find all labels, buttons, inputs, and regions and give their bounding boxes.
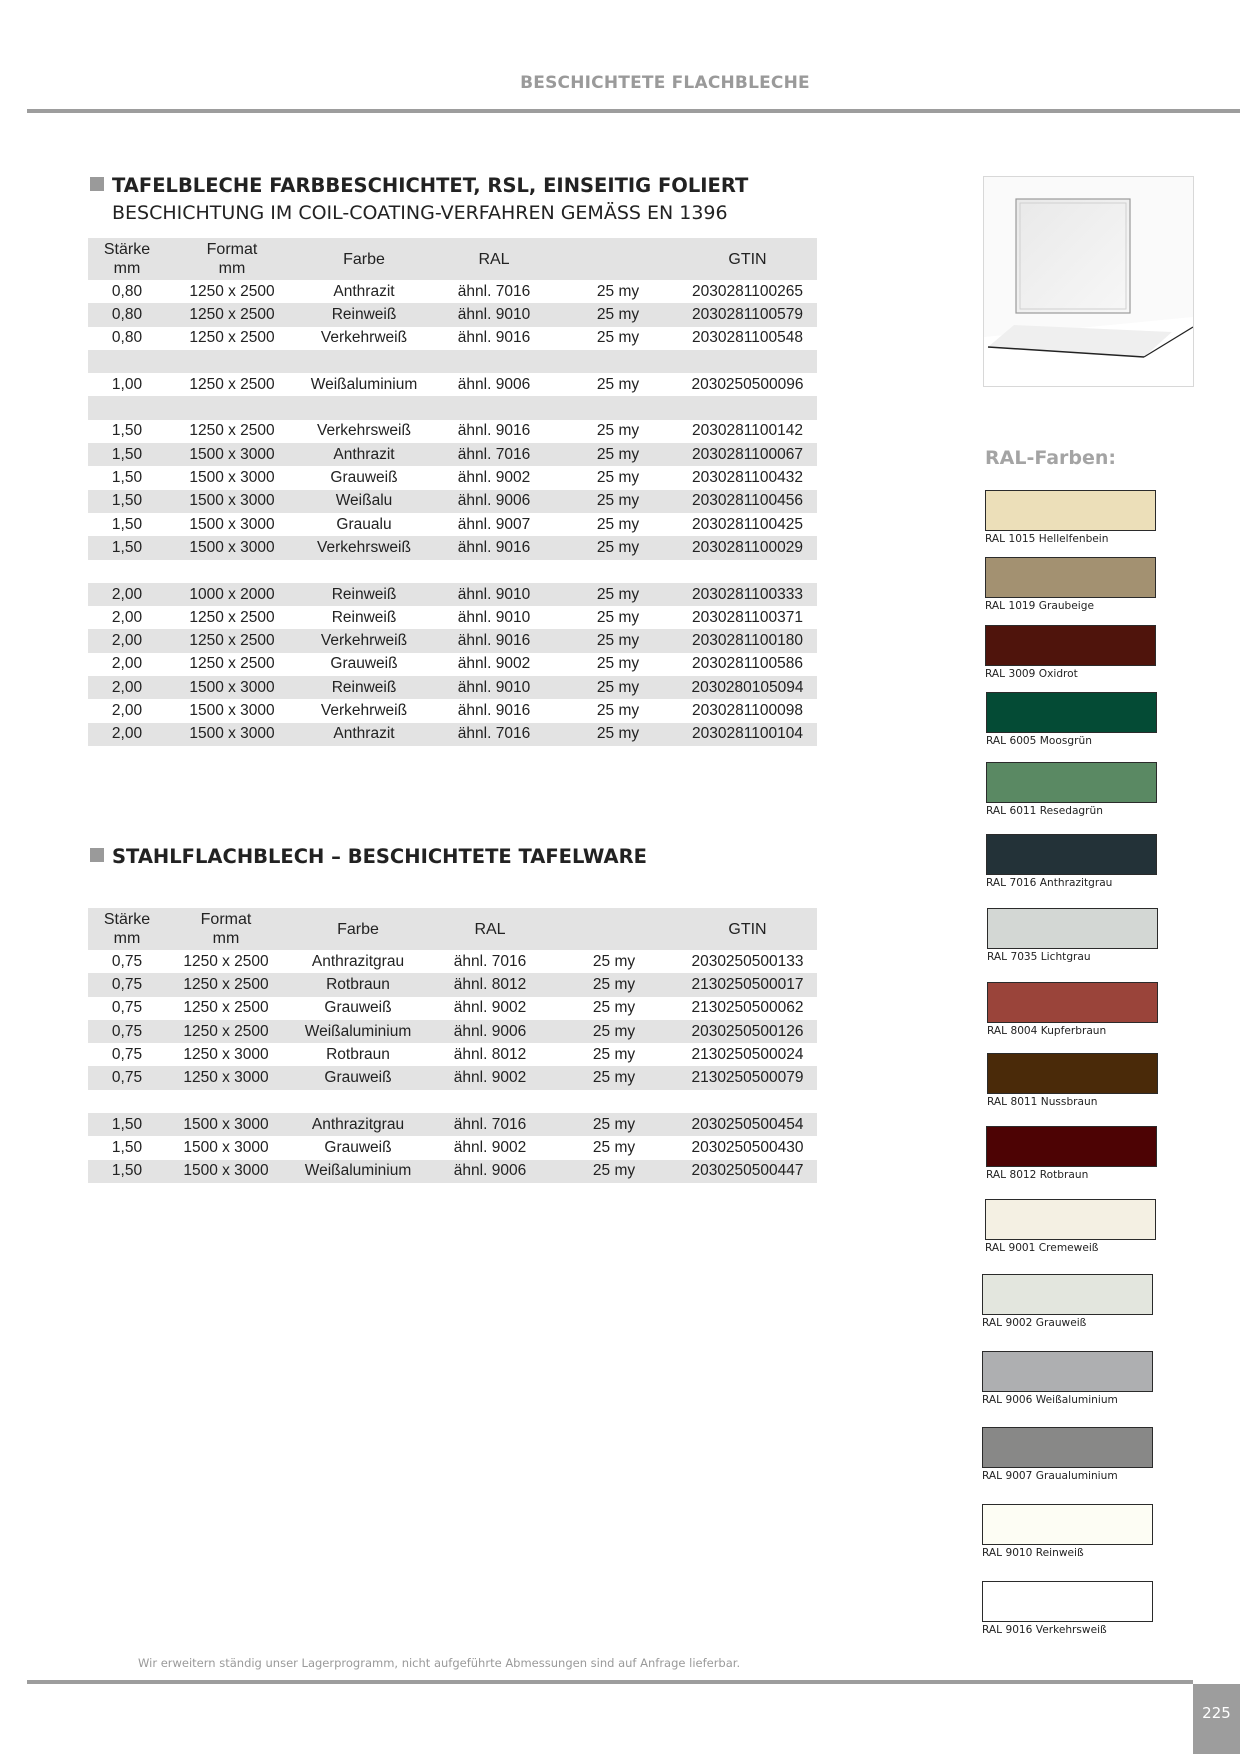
cell-farbe: Anthrazit: [298, 723, 430, 746]
cell-gtin: [678, 1090, 817, 1113]
table-row: [88, 466, 817, 489]
cell-format: 1500 x 3000: [166, 490, 298, 513]
table-row: [88, 327, 817, 350]
cell-staerke: 1,50: [111, 422, 143, 440]
cell-coating: 25 my: [558, 303, 678, 326]
col-header-coating: [550, 908, 678, 950]
table-row: [88, 303, 817, 326]
cell-coating: [558, 396, 678, 419]
cell-staerke: 0,75: [88, 1066, 166, 1089]
cell-farbe: Grauweiß: [324, 999, 392, 1017]
cell-ral: ähnl. 7016: [430, 1113, 550, 1136]
col-header-staerke: Stärke mm: [88, 908, 166, 950]
cell-gtin: 2030281100067: [678, 443, 817, 466]
product-table-1: [88, 238, 817, 746]
cell-staerke: 1,50: [111, 515, 143, 533]
ral-swatch-label: RAL 6011 Resedagrün: [986, 805, 1103, 817]
cell-farbe: Rotbraun: [326, 1045, 390, 1063]
cell-coating: 25 my: [558, 583, 678, 606]
cell-farbe: Weißalu: [298, 490, 430, 513]
cell-staerke: 2,00: [88, 629, 166, 652]
product-table-2: [88, 908, 817, 1183]
cell-staerke: 2,00: [88, 676, 166, 699]
cell-staerke: 0,80: [111, 282, 143, 300]
cell-gtin: 2030281100425: [692, 515, 803, 533]
cell-staerke: 1,50: [111, 1139, 143, 1157]
cell-format: 1250 x 2500: [189, 655, 275, 673]
cell-coating: 25 my: [596, 329, 640, 347]
cell-gtin: 2030281100029: [678, 536, 817, 559]
cell-staerke: 1,50: [111, 469, 143, 487]
cell-gtin: [678, 396, 817, 419]
cell-gtin: 2130250500017: [678, 973, 817, 996]
ral-swatch: [985, 625, 1156, 666]
cell-farbe: Graualu: [336, 515, 392, 533]
cell-coating: 25 my: [596, 655, 640, 673]
cell-farbe: Weißaluminium: [286, 1020, 430, 1043]
ral-swatch-label: RAL 9006 Weißaluminium: [982, 1394, 1118, 1406]
cell-staerke: 0,80: [88, 303, 166, 326]
table-row: [88, 280, 817, 303]
table-row: [88, 536, 817, 559]
table-row: [88, 676, 817, 699]
ral-swatch-label: RAL 8011 Nussbraun: [987, 1096, 1098, 1108]
ral-swatch: [982, 1351, 1153, 1392]
ral-swatch: [987, 1053, 1158, 1094]
section2-title-text: STAHLFLACHBLECH – BESCHICHTETE TAFELWARE: [112, 845, 647, 868]
page-header-title: BESCHICHTETE FLACHBLECHE: [520, 73, 810, 93]
cell-ral: [430, 396, 558, 419]
cell-format: 1250 x 2500: [183, 952, 269, 970]
cell-coating: 25 my: [550, 973, 678, 996]
table-row: [88, 443, 817, 466]
ral-swatch: [985, 557, 1156, 598]
cell-ral: ähnl. 9016: [430, 629, 558, 652]
cell-farbe: Weißaluminium: [286, 1160, 430, 1183]
ral-swatch-label: RAL 8004 Kupferbraun: [987, 1025, 1107, 1037]
table-row: [88, 723, 817, 746]
cell-gtin: [678, 560, 817, 583]
section1-title: [90, 174, 748, 197]
table-row: [88, 513, 817, 536]
cell-farbe: [298, 560, 430, 583]
table-header-row: [88, 908, 817, 950]
cell-gtin: 2030250500126: [678, 1020, 817, 1043]
cell-coating: [558, 560, 678, 583]
cell-coating: 25 my: [558, 536, 678, 559]
cell-staerke: 1,50: [88, 443, 166, 466]
cell-gtin: 2030281100579: [678, 303, 817, 326]
cell-format: 1250 x 2500: [189, 422, 275, 440]
ral-swatch-label: RAL 1019 Graubeige: [985, 600, 1094, 612]
cell-gtin: 2030250500430: [691, 1139, 804, 1157]
cell-ral: [430, 350, 558, 373]
cell-staerke: 0,75: [88, 1020, 166, 1043]
cell-coating: 25 my: [596, 422, 640, 440]
cell-gtin: 2030281100180: [678, 629, 817, 652]
cell-format: 1250 x 2500: [189, 282, 275, 300]
cell-ral: ähnl. 9006: [457, 375, 531, 393]
cell-staerke: 0,75: [88, 973, 166, 996]
cell-coating: 25 my: [596, 282, 640, 300]
cell-coating: 25 my: [558, 629, 678, 652]
section2-title: [90, 845, 647, 868]
cell-coating: 25 my: [558, 723, 678, 746]
cell-ral: ähnl. 9010: [457, 608, 531, 626]
cell-format: 1250 x 2500: [166, 1020, 286, 1043]
cell-coating: 25 my: [558, 443, 678, 466]
cell-gtin: 2030281100548: [692, 329, 803, 347]
cell-farbe: Grauweiß: [324, 1139, 392, 1157]
ral-swatch: [986, 762, 1157, 803]
cell-staerke: 1,00: [111, 375, 143, 393]
col-header-staerke: Stärke mm: [88, 238, 166, 280]
ral-swatch: [986, 834, 1157, 875]
cell-gtin: 2030281100098: [692, 701, 803, 719]
cell-farbe: Grauweiß: [330, 655, 398, 673]
ral-swatch-label: RAL 6005 Moosgrün: [986, 735, 1092, 747]
cell-format: [166, 396, 298, 419]
table-row: [88, 396, 817, 419]
cell-staerke: [88, 350, 166, 373]
cell-farbe: Verkehrweiß: [320, 701, 408, 719]
cell-farbe: Grauweiß: [330, 469, 398, 487]
cell-coating: 25 my: [550, 1113, 678, 1136]
cell-format: 1250 x 2500: [189, 375, 275, 393]
ral-swatch-label: RAL 7016 Anthrazitgrau: [986, 877, 1113, 889]
cell-farbe: Verkehrweiß: [298, 629, 430, 652]
cell-gtin: 2030280105094: [678, 676, 817, 699]
table-row: [88, 1160, 817, 1183]
cell-coating: 25 my: [558, 490, 678, 513]
coated-sheet-illustration: [984, 177, 1193, 386]
cell-farbe: Anthrazitgrau: [286, 1113, 430, 1136]
table-row: [88, 629, 817, 652]
cell-gtin: 2130250500079: [678, 1066, 817, 1089]
ral-swatch-label: RAL 9007 Graualuminium: [982, 1470, 1118, 1482]
cell-format: 1000 x 2000: [166, 583, 298, 606]
cell-format: 1500 x 3000: [183, 1139, 269, 1157]
col-header-gtin: GTIN: [678, 908, 817, 950]
ral-swatch: [982, 1427, 1153, 1468]
cell-gtin: 2030281100456: [678, 490, 817, 513]
ral-colors-title: RAL-Farben:: [985, 447, 1116, 469]
cell-staerke: 0,80: [111, 329, 143, 347]
cell-ral: ähnl. 9016: [457, 422, 531, 440]
table-body: [88, 950, 817, 1183]
cell-staerke: 1,50: [88, 1160, 166, 1183]
table-row: [88, 606, 817, 629]
section1-title-text: TAFELBLECHE FARBBESCHICHTET, RSL, EINSEITIG FOLIERT: [112, 174, 749, 197]
cell-staerke: 2,00: [111, 701, 143, 719]
product-photo: [983, 176, 1194, 387]
footer-note: Wir erweitern ständig unser Lagerprogramm, nicht aufgeführte Abmessungen sind auf Anfrage lieferbar.: [138, 1656, 741, 1670]
table-row: [88, 350, 817, 373]
table-row: [88, 560, 817, 583]
cell-ral: ähnl. 9010: [430, 583, 558, 606]
cell-staerke: 1,50: [88, 1113, 166, 1136]
ral-swatch: [986, 1126, 1157, 1167]
cell-ral: ähnl. 7016: [430, 723, 558, 746]
table-row: [88, 973, 817, 996]
cell-format: 1500 x 3000: [166, 723, 298, 746]
cell-staerke: 2,00: [111, 608, 143, 626]
table-row: [88, 373, 817, 396]
cell-farbe: Grauweiß: [286, 1066, 430, 1089]
cell-format: 1250 x 3000: [166, 1066, 286, 1089]
cell-format: 1500 x 3000: [166, 676, 298, 699]
cell-staerke: 2,00: [111, 655, 143, 673]
cell-farbe: [298, 350, 430, 373]
cell-format: 1500 x 3000: [166, 443, 298, 466]
table-body: [88, 280, 817, 746]
cell-format: 1500 x 3000: [166, 536, 298, 559]
ral-swatch-label: RAL 3009 Oxidrot: [985, 668, 1078, 680]
cell-ral: ähnl. 9007: [457, 515, 531, 533]
cell-coating: 25 my: [550, 1020, 678, 1043]
cell-farbe: Reinweiß: [298, 676, 430, 699]
cell-gtin: 2030281100142: [692, 422, 803, 440]
cell-format: 1250 x 2500: [166, 303, 298, 326]
cell-coating: [550, 1090, 678, 1113]
cell-gtin: 2030281100432: [692, 469, 803, 487]
cell-coating: 25 my: [592, 1139, 636, 1157]
table-row: [88, 997, 817, 1020]
cell-format: 1500 x 3000: [166, 1113, 286, 1136]
ral-swatch: [987, 982, 1158, 1023]
cell-format: 1500 x 3000: [166, 1160, 286, 1183]
cell-coating: 25 my: [592, 1045, 636, 1063]
cell-format: 1250 x 2500: [189, 329, 275, 347]
cell-format: 1250 x 2500: [189, 608, 275, 626]
ral-swatch-label: RAL 7035 Lichtgrau: [987, 951, 1091, 963]
col-header-ral: RAL: [430, 908, 550, 950]
cell-staerke: 0,75: [111, 999, 143, 1017]
cell-format: 1250 x 2500: [183, 999, 269, 1017]
ral-swatch-label: RAL 8012 Rotbraun: [986, 1169, 1089, 1181]
table-row: [88, 1043, 817, 1066]
cell-ral: ähnl. 9006: [430, 1020, 550, 1043]
cell-farbe: Anthrazit: [333, 282, 395, 300]
cell-format: 1500 x 3000: [189, 515, 275, 533]
cell-ral: ähnl. 7016: [430, 443, 558, 466]
cell-ral: [430, 560, 558, 583]
ral-swatch-label: RAL 9010 Reinweiß: [982, 1547, 1084, 1559]
cell-coating: 25 my: [558, 676, 678, 699]
cell-gtin: 2030250500133: [691, 952, 804, 970]
cell-farbe: [286, 1090, 430, 1113]
cell-coating: 25 my: [596, 608, 640, 626]
cell-format: [166, 1090, 286, 1113]
cell-ral: ähnl. 7016: [453, 952, 527, 970]
ral-swatch: [982, 1581, 1153, 1622]
cell-gtin: 2030281100586: [692, 655, 803, 673]
ral-swatch-label: RAL 9016 Verkehrsweiß: [982, 1624, 1107, 1636]
cell-staerke: 1,50: [88, 490, 166, 513]
cell-ral: ähnl. 9016: [430, 536, 558, 559]
ral-swatch: [986, 692, 1157, 733]
col-header-format: Format mm: [166, 908, 286, 950]
cell-staerke: 2,00: [88, 583, 166, 606]
cell-farbe: Weißaluminium: [310, 375, 418, 393]
table-row: [88, 583, 817, 606]
cell-ral: ähnl. 9016: [457, 329, 531, 347]
cell-ral: ähnl. 9006: [430, 1160, 550, 1183]
cell-staerke: 2,00: [88, 723, 166, 746]
table-row: [88, 950, 817, 973]
page-number: 225: [1202, 1704, 1231, 1722]
ral-swatch: [985, 490, 1156, 531]
cell-farbe: Anthrazit: [298, 443, 430, 466]
cell-format: [166, 350, 298, 373]
table-row: [88, 699, 817, 722]
cell-farbe: Verkehrsweiß: [298, 536, 430, 559]
cell-format: 1500 x 3000: [189, 701, 275, 719]
cell-ral: [430, 1090, 550, 1113]
cell-coating: 25 my: [592, 999, 636, 1017]
cell-gtin: 2030281100104: [678, 723, 817, 746]
cell-coating: 25 my: [596, 515, 640, 533]
col-header-farbe: Farbe: [286, 908, 430, 950]
cell-ral: ähnl. 9002: [453, 999, 527, 1017]
cell-format: 1250 x 2500: [166, 973, 286, 996]
col-header-gtin: GTIN: [678, 238, 817, 280]
cell-ral: ähnl. 8012: [453, 1045, 527, 1063]
ral-swatch: [982, 1274, 1153, 1315]
cell-staerke: 0,75: [111, 1045, 143, 1063]
ral-swatch-label: RAL 9002 Grauweiß: [982, 1317, 1087, 1329]
cell-farbe: Rotbraun: [286, 973, 430, 996]
cell-ral: ähnl. 9002: [457, 469, 531, 487]
cell-gtin: [678, 350, 817, 373]
cell-format: 1250 x 3000: [183, 1045, 269, 1063]
square-bullet-icon: [90, 177, 104, 191]
cell-farbe: Verkehrsweiß: [317, 422, 411, 440]
cell-coating: 25 my: [596, 469, 640, 487]
cell-farbe: Reinweiß: [331, 608, 397, 626]
table-row: [88, 490, 817, 513]
cell-farbe: Verkehrweiß: [320, 329, 408, 347]
cell-ral: ähnl. 9010: [430, 676, 558, 699]
cell-staerke: 1,50: [88, 536, 166, 559]
cell-gtin: 2030281100265: [692, 282, 803, 300]
cell-farbe: Anthrazitgrau: [311, 952, 405, 970]
cell-gtin: 2130250500024: [691, 1045, 804, 1063]
cell-coating: 25 my: [550, 1066, 678, 1089]
cell-farbe: Reinweiß: [298, 583, 430, 606]
cell-farbe: [298, 396, 430, 419]
cell-staerke: [88, 560, 166, 583]
ral-swatch: [985, 1199, 1156, 1240]
cell-coating: 25 my: [596, 701, 640, 719]
cell-gtin: 2030250500447: [678, 1160, 817, 1183]
ral-swatch-label: RAL 9001 Cremeweiß: [985, 1242, 1099, 1254]
cell-gtin: 2030281100333: [678, 583, 817, 606]
footer-divider: [27, 1680, 1193, 1684]
cell-ral: ähnl. 9016: [457, 701, 531, 719]
cell-coating: 25 my: [596, 375, 640, 393]
header-divider: [27, 109, 1240, 113]
col-header-farbe: Farbe: [298, 238, 430, 280]
table-row: [88, 1090, 817, 1113]
cell-format: 1250 x 2500: [166, 629, 298, 652]
square-bullet-icon: [90, 848, 104, 862]
table-row: [88, 1113, 817, 1136]
cell-ral: ähnl. 9002: [430, 1066, 550, 1089]
col-header-ral: RAL: [430, 238, 558, 280]
col-header-coating: [558, 238, 678, 280]
cell-coating: 25 my: [592, 952, 636, 970]
table-row: [88, 1136, 817, 1159]
section1-subtitle: BESCHICHTUNG IM COIL-COATING-VERFAHREN GEMÄSS EN 1396: [112, 202, 728, 224]
cell-ral: ähnl. 8012: [430, 973, 550, 996]
ral-swatch-label: RAL 1015 Hellelfenbein: [985, 533, 1109, 545]
table-header-row: [88, 238, 817, 280]
cell-ral: ähnl. 9006: [430, 490, 558, 513]
cell-ral: ähnl. 7016: [457, 282, 531, 300]
table-row: [88, 1020, 817, 1043]
cell-gtin: 2130250500062: [691, 999, 804, 1017]
table-row: [88, 653, 817, 676]
table-row: [88, 1066, 817, 1089]
cell-farbe: Reinweiß: [298, 303, 430, 326]
cell-staerke: [88, 396, 166, 419]
cell-gtin: 2030250500096: [691, 375, 804, 393]
cell-ral: ähnl. 9002: [457, 655, 531, 673]
cell-gtin: 2030250500454: [678, 1113, 817, 1136]
table-row: [88, 420, 817, 443]
cell-coating: [558, 350, 678, 373]
cell-staerke: [88, 1090, 166, 1113]
cell-ral: ähnl. 9010: [430, 303, 558, 326]
col-header-format: Format mm: [166, 238, 298, 280]
cell-gtin: 2030281100371: [692, 608, 803, 626]
cell-staerke: 0,75: [111, 952, 143, 970]
ral-swatch: [987, 908, 1158, 949]
cell-coating: 25 my: [550, 1160, 678, 1183]
cell-format: [166, 560, 298, 583]
ral-swatch: [982, 1504, 1153, 1545]
cell-format: 1500 x 3000: [189, 469, 275, 487]
cell-ral: ähnl. 9002: [453, 1139, 527, 1157]
